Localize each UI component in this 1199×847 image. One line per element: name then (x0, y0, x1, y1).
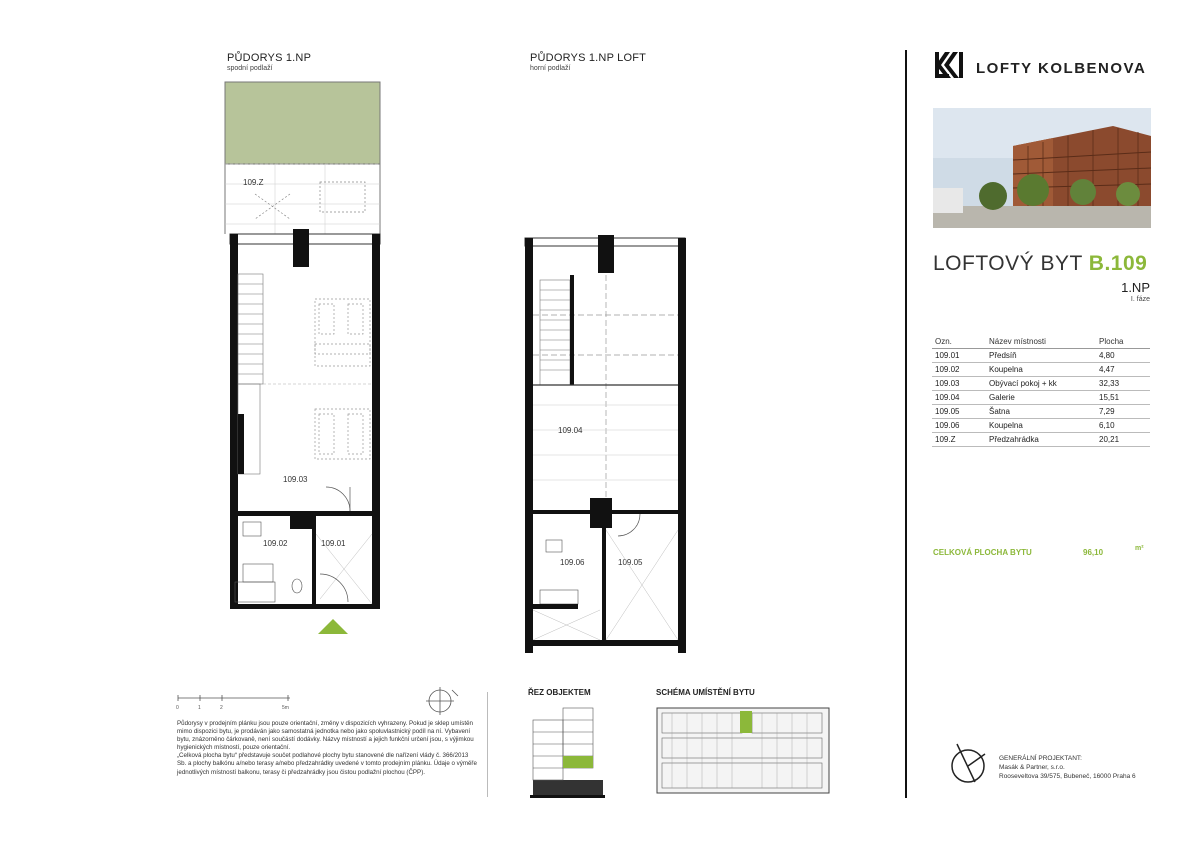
floor-plan-lower (215, 74, 405, 634)
entrance-arrow (318, 619, 348, 634)
cell-code: 109.04 (932, 391, 986, 405)
cell-code: 109.02 (932, 363, 986, 377)
unit-code: B.109 (1088, 252, 1148, 275)
header-area: Plocha (1091, 335, 1150, 349)
room-label-10904: 109.04 (558, 426, 583, 435)
room-label-10906: 109.06 (560, 558, 585, 567)
section-diagram (525, 700, 605, 800)
projektant-address: Rooseveltova 39/575, Bubeneč, 16000 Praha 6 (999, 773, 1136, 780)
scale-tick-5: 5m (282, 705, 289, 711)
scale-bar (175, 690, 295, 712)
notes-paragraph-1: Půdorysy v prodejním plánku jsou pouze orientační, změny v dispozicích vyhrazeny. Pokud je sklep umístěn mimo dispozici bytu, je prodáván jako samostatná jednotka nebo jako spoluvlastnický podíl na ní. Vybavení bytu, znázorněno čárkovaně, není součástí dodávky. Názvy místností a jejich funkční určení jsou, s výjimkou hygienických místností, pouze orientační. (177, 720, 474, 752)
section-highlight (563, 756, 593, 768)
brand-name: LOFTY KOLBENOVA (976, 60, 1147, 77)
brand-logo-icon (933, 50, 971, 80)
cell-name: Předzahrádka (986, 433, 1091, 447)
divider-line (905, 50, 907, 798)
scheme-title: SCHÉMA UMÍSTĚNÍ BYTU (656, 688, 755, 697)
scheme-highlight (740, 711, 752, 733)
unit-phase: I. fáze (1130, 296, 1150, 303)
total-label: CELKOVÁ PLOCHA BYTU (933, 548, 1032, 557)
total-area (933, 545, 1151, 557)
header-name: Název místnosti (986, 335, 1091, 349)
notes-paragraph-2: „Celková plocha bytu“ představuje součet podlahové plochy bytu stanovené dle nařízení vlády č. 366/2013 Sb. a plochy balkónu a/nebo terasy a/nebo předzahrádky uvedené v tomto prodejním plánku. Údaje o výměře jednotlivých místností balkonu, terasy či předzahrádky jsou čistou podlažní plochou (ČPP). (177, 752, 477, 776)
cell-code: 109.05 (932, 405, 986, 419)
cell-area: 32,33 (1091, 377, 1150, 391)
disclaimer-notes (177, 720, 477, 777)
cell-area: 15,51 (1091, 391, 1150, 405)
table-row (932, 433, 1150, 447)
table-row (932, 349, 1150, 363)
cell-code: 109.Z (932, 433, 986, 447)
table-row (932, 377, 1150, 391)
cell-name: Šatna (986, 405, 1091, 419)
header-code: Ozn. (932, 335, 986, 349)
compass-icon (422, 684, 462, 718)
total-value: 96,10 (1083, 548, 1104, 557)
plan-lower-subtitle: spodní podlaží (227, 65, 273, 72)
projektant-company: Masák & Partner, s.r.o. (999, 764, 1065, 771)
plan-lower-title: PŮDORYS 1.NP (227, 52, 312, 64)
building-image (933, 108, 1151, 228)
plan-upper-subtitle: horní podlaží (530, 65, 571, 72)
projektant-info (999, 754, 1136, 781)
cell-name: Obývací pokoj + kk (986, 377, 1091, 391)
room-label-10902: 109.02 (263, 539, 288, 548)
room-label-10905: 109.05 (618, 558, 643, 567)
notes-divider (487, 692, 488, 797)
location-scheme (652, 703, 832, 798)
cell-code: 109.03 (932, 377, 986, 391)
projektant-title: GENERÁLNÍ PROJEKTANT: (999, 755, 1082, 762)
table-row (932, 405, 1150, 419)
cell-area: 7,29 (1091, 405, 1150, 419)
cell-area: 4,47 (1091, 363, 1150, 377)
scale-tick-2: 2 (220, 705, 223, 711)
room-label-109z: 109.Z (243, 178, 264, 187)
cell-code: 109.01 (932, 349, 986, 363)
table-row (932, 363, 1150, 377)
total-unit: m² (1135, 545, 1144, 552)
cell-area: 20,21 (1091, 433, 1150, 447)
table-row (932, 391, 1150, 405)
room-label-10903: 109.03 (283, 475, 308, 484)
plan-upper-title: PŮDORYS 1.NP LOFT (530, 52, 647, 64)
unit-floor: 1.NP (1121, 280, 1150, 295)
floor-plan-upper (520, 230, 695, 660)
rooms-table (932, 335, 1150, 447)
rooms-table-header (932, 335, 1150, 349)
room-label-10901: 109.01 (321, 539, 346, 548)
scale-tick-0: 0 (176, 705, 179, 711)
cell-name: Galerie (986, 391, 1091, 405)
cell-name: Koupelna (986, 363, 1091, 377)
garden-area (225, 82, 380, 164)
cell-name: Předsíň (986, 349, 1091, 363)
unit-title-prefix: LOFTOVÝ BYT (933, 252, 1089, 275)
section-title: ŘEZ OBJEKTEM (528, 688, 591, 697)
cell-name: Koupelna (986, 419, 1091, 433)
unit-title (933, 252, 1147, 276)
table-row (932, 419, 1150, 433)
cell-area: 4,80 (1091, 349, 1150, 363)
cell-code: 109.06 (932, 419, 986, 433)
cell-area: 6,10 (1091, 419, 1150, 433)
scale-tick-1: 1 (198, 705, 201, 711)
projektant-logo-icon (945, 740, 991, 786)
